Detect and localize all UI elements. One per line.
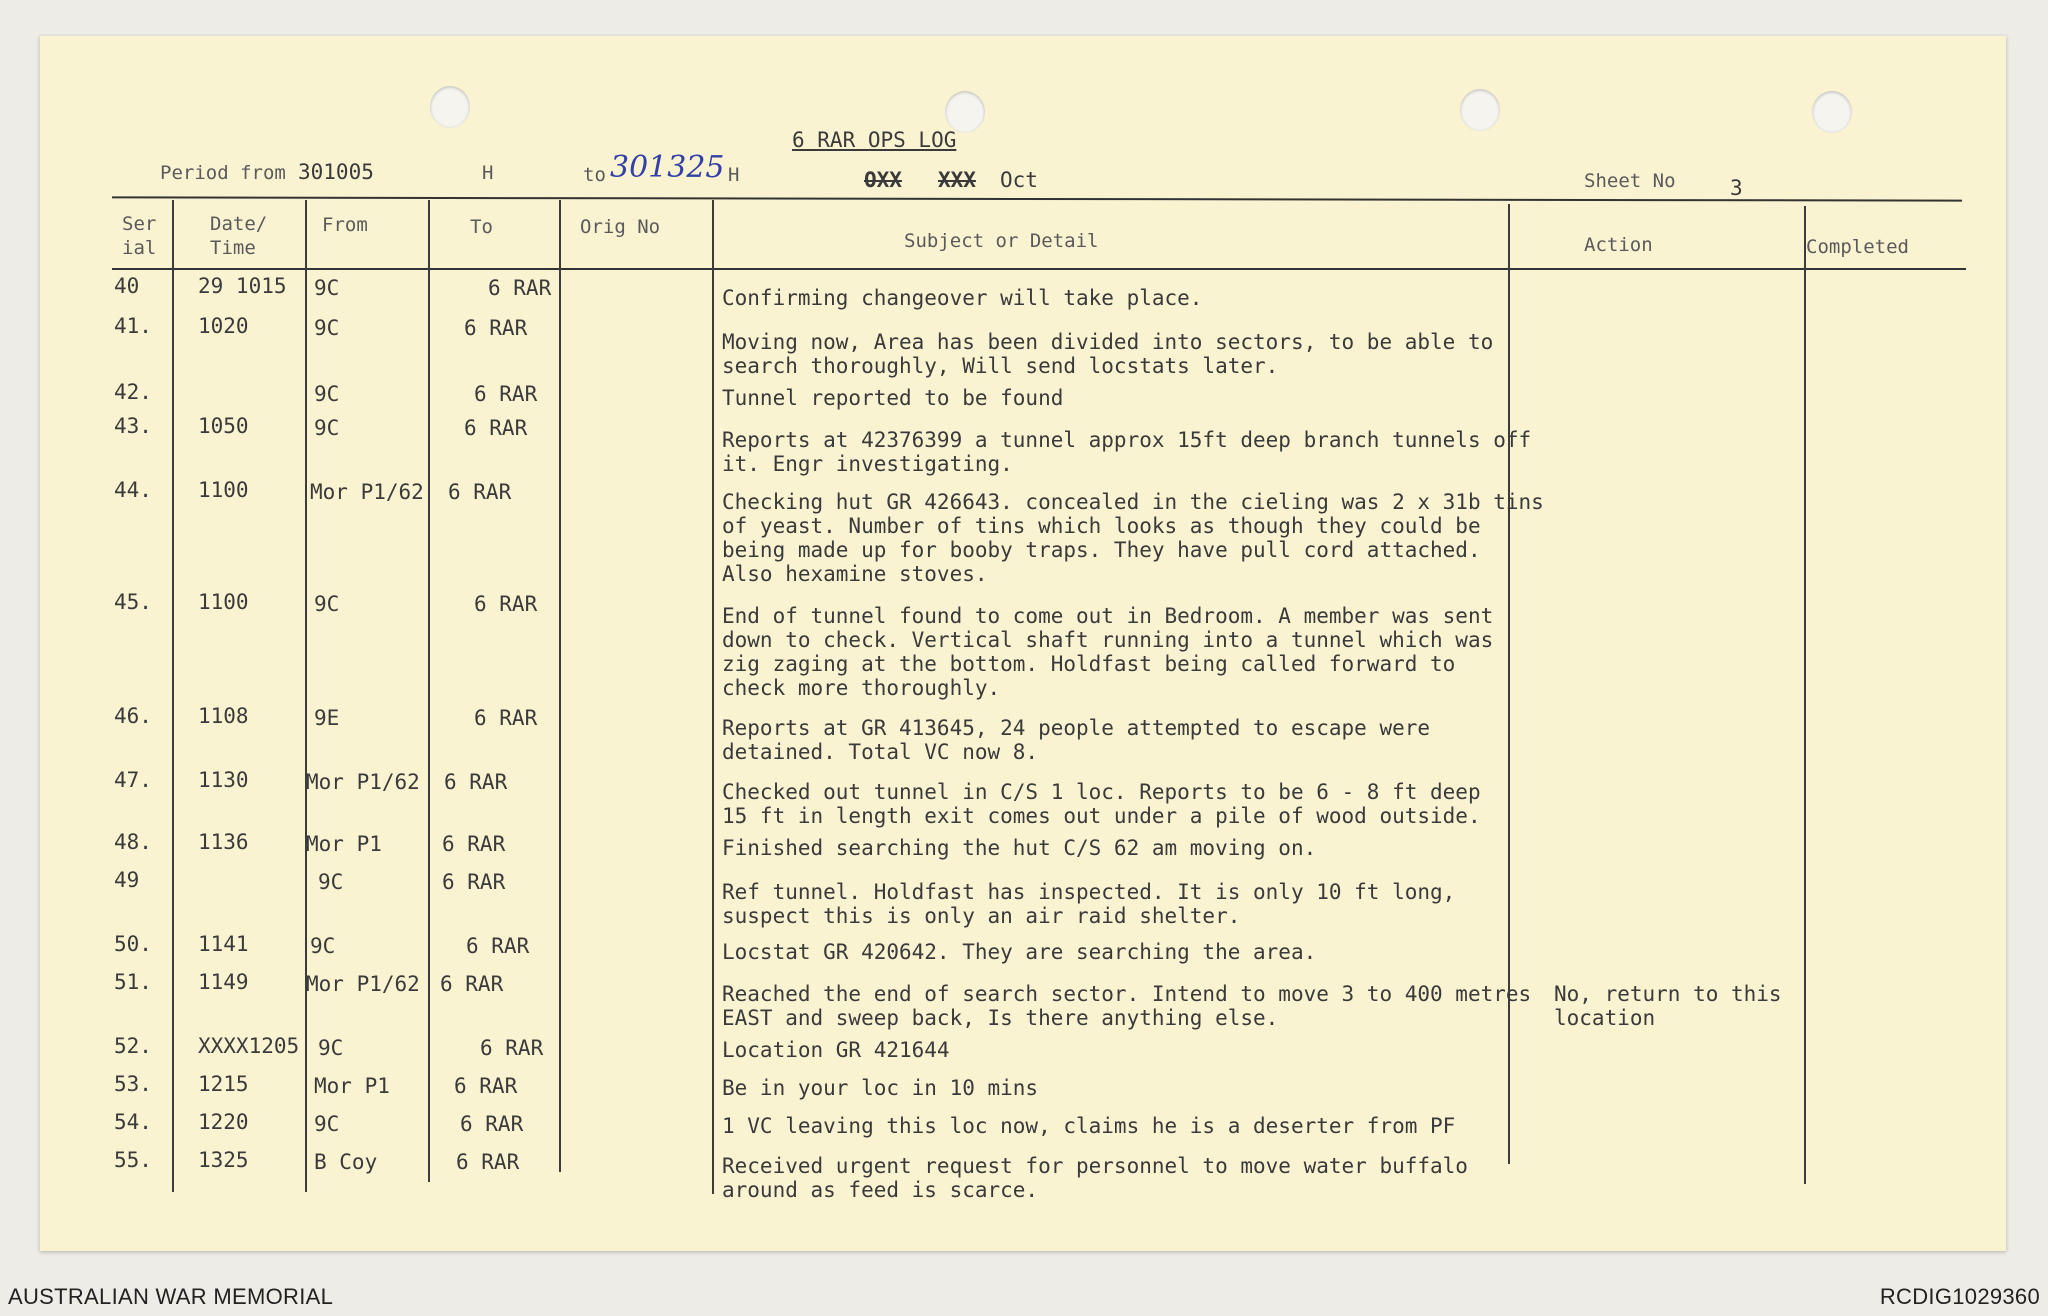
punch-hole	[945, 91, 985, 133]
entry-time: 29 1015	[198, 274, 287, 298]
entry-serial: 50.	[114, 932, 152, 956]
entry-detail: Location GR 421644	[722, 1038, 950, 1062]
column-divider	[559, 200, 561, 1172]
entry-detail: Received urgent request for personnel to move water buffalo around as feed is scarce.	[722, 1154, 1468, 1202]
entry-serial: 45.	[114, 590, 152, 614]
month-value: Oct	[1000, 168, 1038, 192]
entry-time: 1141	[198, 932, 249, 956]
entry-detail: Reports at GR 413645, 24 people attempted to escape were detained. Total VC now 8.	[722, 716, 1431, 764]
entry-detail: Be in your loc in 10 mins	[722, 1076, 1039, 1100]
entry-detail: Locstat GR 420642. They are searching the area.	[722, 940, 1317, 964]
h-label: H	[482, 162, 494, 184]
entry-detail: Confirming changeover will take place.	[722, 286, 1203, 310]
entry-detail: Moving now, Area has been divided into sectors, to be able to search thoroughly, Will send locstats later.	[722, 330, 1494, 378]
entry-from: 9C	[314, 416, 340, 440]
entry-detail: Finished searching the hut C/S 62 am moving on.	[722, 836, 1317, 860]
month-struck: XXX	[938, 168, 976, 192]
entry-from: 9C	[314, 276, 340, 300]
column-header-datetime: Date/ Time	[210, 213, 268, 259]
entry-serial: 44.	[114, 478, 152, 502]
entry-detail: Reached the end of search sector. Intend to move 3 to 400 metres EAST and sweep back, Is there anything else.	[722, 982, 1532, 1030]
header-bottom-rule	[112, 268, 1966, 270]
log-title: 6 RAR OPS LOG	[792, 128, 957, 152]
entry-from: Mor P1/62	[306, 770, 420, 794]
entry-from: 9C	[314, 316, 340, 340]
entry-to: 6 RAR	[460, 1112, 524, 1136]
entry-from: 9E	[314, 706, 340, 730]
entry-to: 6 RAR	[456, 1150, 520, 1174]
entry-time: 1149	[198, 970, 249, 994]
column-divider	[428, 200, 430, 1182]
entry-time: 1130	[198, 768, 249, 792]
column-header-from: From	[322, 214, 368, 236]
column-header-orig-no: Orig No	[580, 216, 661, 238]
column-divider	[305, 200, 307, 1192]
entry-from: 9C	[310, 934, 336, 958]
entry-time: 1100	[198, 478, 249, 502]
entry-to: 6 RAR	[466, 934, 530, 958]
entry-serial: 51.	[114, 970, 152, 994]
to-value-handwritten: 301325	[610, 150, 725, 185]
column-header-serial: Ser ial	[122, 213, 157, 259]
entry-serial: 47.	[114, 768, 152, 792]
entry-from: 9C	[314, 1112, 340, 1136]
entry-serial: 43.	[114, 414, 152, 438]
entry-to: 6 RAR	[474, 706, 538, 730]
column-divider	[712, 200, 714, 1194]
entry-action: No, return to this location	[1554, 982, 1782, 1030]
entry-from: 9C	[314, 382, 340, 406]
entry-time: 1325	[198, 1148, 249, 1172]
footer-credit: AUSTRALIAN WAR MEMORIAL	[8, 1284, 334, 1309]
period-from-label: Period from	[160, 162, 286, 184]
entry-from: Mor P1	[306, 832, 382, 856]
entry-serial: 53.	[114, 1072, 152, 1096]
entry-detail: 1 VC leaving this loc now, claims he is a deserter from PF	[722, 1114, 1456, 1138]
entry-serial: 40	[114, 274, 140, 298]
entry-to: 6 RAR	[474, 382, 538, 406]
entry-time: 1108	[198, 704, 249, 728]
entry-to: 6 RAR	[440, 972, 504, 996]
entry-to: 6 RAR	[444, 770, 508, 794]
entry-serial: 55.	[114, 1148, 152, 1172]
entry-from: 9C	[314, 592, 340, 616]
entry-to: 6 RAR	[442, 832, 506, 856]
entry-serial: 42.	[114, 380, 152, 404]
entry-serial: 48.	[114, 830, 152, 854]
entry-to: 6 RAR	[454, 1074, 518, 1098]
punch-hole	[430, 86, 470, 128]
column-divider	[1804, 206, 1806, 1184]
period-from-value: 301005	[298, 160, 374, 184]
entry-to: 6 RAR	[464, 316, 528, 340]
entry-time: 1215	[198, 1072, 249, 1096]
entry-to: 6 RAR	[488, 276, 552, 300]
entry-serial: 54.	[114, 1110, 152, 1134]
entry-time: 1100	[198, 590, 249, 614]
entry-detail: End of tunnel found to come out in Bedroom. A member was sent down to check. Vertical shaft running into a tunnel which was zig zaging at the bottom. Holdfast being called forward to check more thoroughly.	[722, 604, 1494, 700]
sheet-number: 3	[1730, 176, 1743, 200]
entry-to: 6 RAR	[464, 416, 528, 440]
entry-detail: Ref tunnel. Holdfast has inspected. It is only 10 ft long, suspect this is only an air raid shelter.	[722, 880, 1456, 928]
column-header-to: To	[470, 216, 493, 238]
entry-time: 1220	[198, 1110, 249, 1134]
entry-serial: 49	[114, 868, 140, 892]
entry-detail: Checking hut GR 426643. concealed in the cieling was 2 x 31b tins of yeast. Number of tins which looks as though they could be being made up for booby traps. They have pull cord attached. Also hexamine stoves.	[722, 490, 1544, 586]
entry-from: Mor P1/62	[310, 480, 424, 504]
entry-from: 9C	[318, 1036, 344, 1060]
footer-id: RCDIG1029360	[1879, 1284, 2040, 1309]
entry-to: 6 RAR	[480, 1036, 544, 1060]
entry-from: Mor P1	[314, 1074, 390, 1098]
column-header-action: Action	[1584, 234, 1653, 256]
column-divider	[172, 200, 174, 1192]
entry-to: 6 RAR	[448, 480, 512, 504]
punch-hole	[1812, 91, 1852, 133]
entry-time: 1050	[198, 414, 249, 438]
entry-time: XXXX1205	[198, 1034, 300, 1058]
entry-serial: 52.	[114, 1034, 152, 1058]
entry-serial: 41.	[114, 314, 152, 338]
entry-from: B Coy	[314, 1150, 378, 1174]
month-struck: OXX	[864, 168, 902, 192]
entry-time: 1136	[198, 830, 249, 854]
sheet-label: Sheet No	[1584, 170, 1676, 192]
entry-detail: Checked out tunnel in C/S 1 loc. Reports to be 6 - 8 ft deep 15 ft in length exit comes out under a pile of wood outside.	[722, 780, 1481, 828]
entry-serial: 46.	[114, 704, 152, 728]
column-header-subject: Subject or Detail	[904, 230, 1099, 252]
entry-to: 6 RAR	[442, 870, 506, 894]
to-label: to	[583, 164, 606, 186]
entry-from: 9C	[318, 870, 344, 894]
entry-detail: Reports at 42376399 a tunnel approx 15ft deep branch tunnels off it. Engr investigating.	[722, 428, 1532, 476]
punch-hole	[1460, 89, 1500, 131]
entry-to: 6 RAR	[474, 592, 538, 616]
h-label: H	[728, 164, 740, 186]
entry-time: 1020	[198, 314, 249, 338]
column-header-completed: Completed	[1806, 236, 1909, 258]
entry-detail: Tunnel reported to be found	[722, 386, 1064, 410]
entry-from: Mor P1/62	[306, 972, 420, 996]
